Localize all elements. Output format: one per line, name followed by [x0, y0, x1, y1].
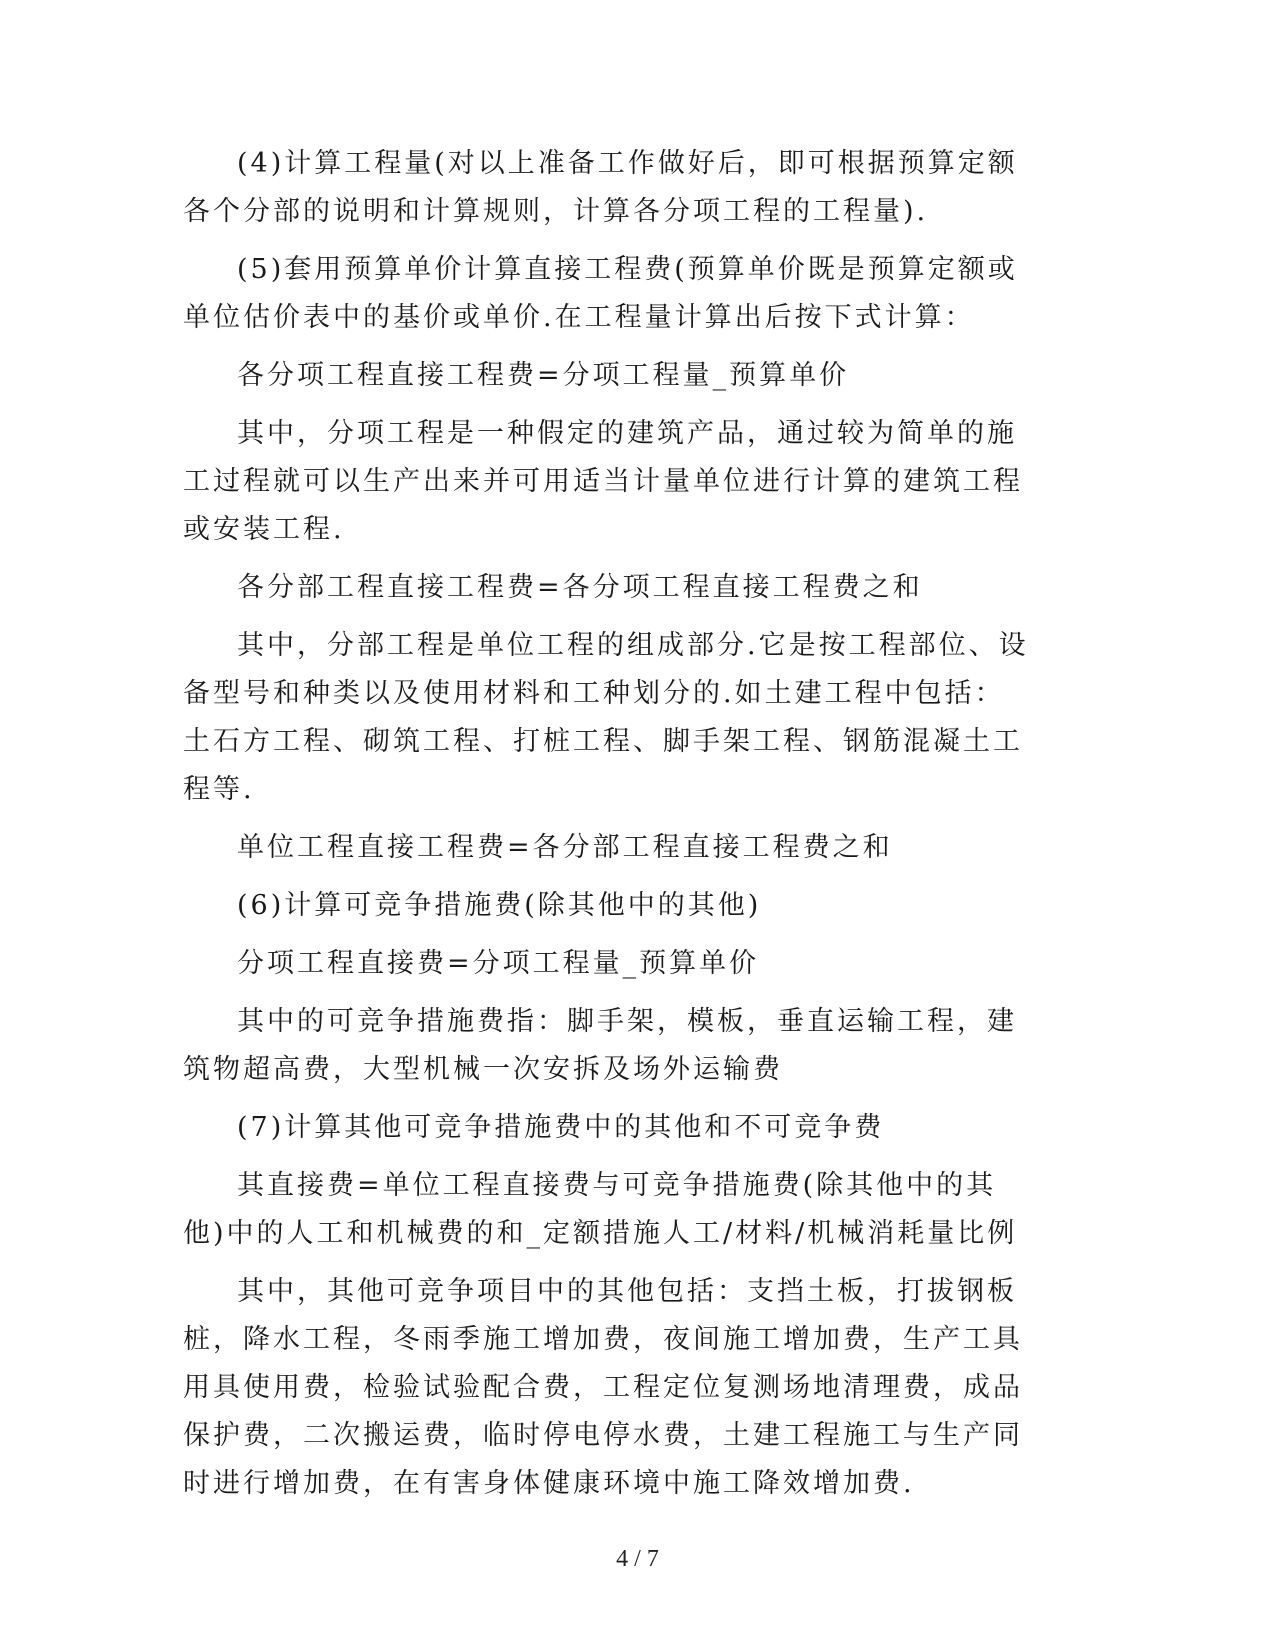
paragraph-other-items: 其中，其他可竞争项目中的其他包括：支挡土板，打拔钢板桩，降水工程，冬雨季施工增加费，夜间施工增加费，生产工具用具使用费，检验试验配合费，工程定位复测场地清理费，成品保护费，二次搬运费，临时停电停水费，土建工程施工与生产同时进行增加费，在有害身体健康环境中施工降效增加费.	[183, 1276, 1023, 1499]
paragraph-step-6: (6)计算可竞争措施费(除其他中的其他)	[237, 890, 762, 921]
paragraph-subitem-definition: 其中，分项工程是一种假定的建筑产品，通过较为简单的施工过程就可以生产出来并可用适当计量单位进行计算的建筑工程或安装工程.	[183, 418, 1023, 545]
paragraph-division-definition: 其中，分部工程是单位工程的组成部分.它是按工程部位、设备型号和种类以及使用材料和工种划分的.如土建工程中包括：土石方工程、砌筑工程、打桩工程、脚手架工程、钢筋混凝土工程等.	[183, 630, 1029, 805]
formula-subitem-cost: 各分项工程直接工程费=分项工程量_预算单价	[237, 360, 850, 391]
paragraph-step-4: (4)计算工程量(对以上准备工作做好后，即可根据预算定额各个分部的说明和计算规则，计算各分项工程的工程量).	[183, 148, 1018, 227]
page-number: 4 / 7	[616, 1546, 659, 1572]
paragraph-step-5: (5)套用预算单价计算直接工程费(预算单价既是预算定额或单位估价表中的基价或单价.在工程量计算出后按下式计算：	[183, 254, 1018, 333]
formula-subitem-direct-cost: 分项工程直接费=分项工程量_预算单价	[237, 948, 760, 979]
formula-unit-cost: 单位工程直接工程费=各分部工程直接工程费之和	[237, 832, 893, 863]
document-body	[183, 140, 1033, 1518]
formula-division-cost: 各分部工程直接工程费=各分项工程直接工程费之和	[237, 572, 923, 603]
paragraph-competitive-measures: 其中的可竞争措施费指：脚手架，模板，垂直运输工程，建筑物超高费，大型机械一次安拆及场外运输费	[183, 1006, 1017, 1085]
paragraph-step-7: (7)计算其他可竞争措施费中的其他和不可竞争费	[237, 1112, 885, 1143]
paragraph-direct-cost-formula: 其直接费=单位工程直接费与可竞争措施费(除其他中的其他)中的人工和机械费的和_定额措施人工/材料/机械消耗量比例	[183, 1170, 1018, 1249]
